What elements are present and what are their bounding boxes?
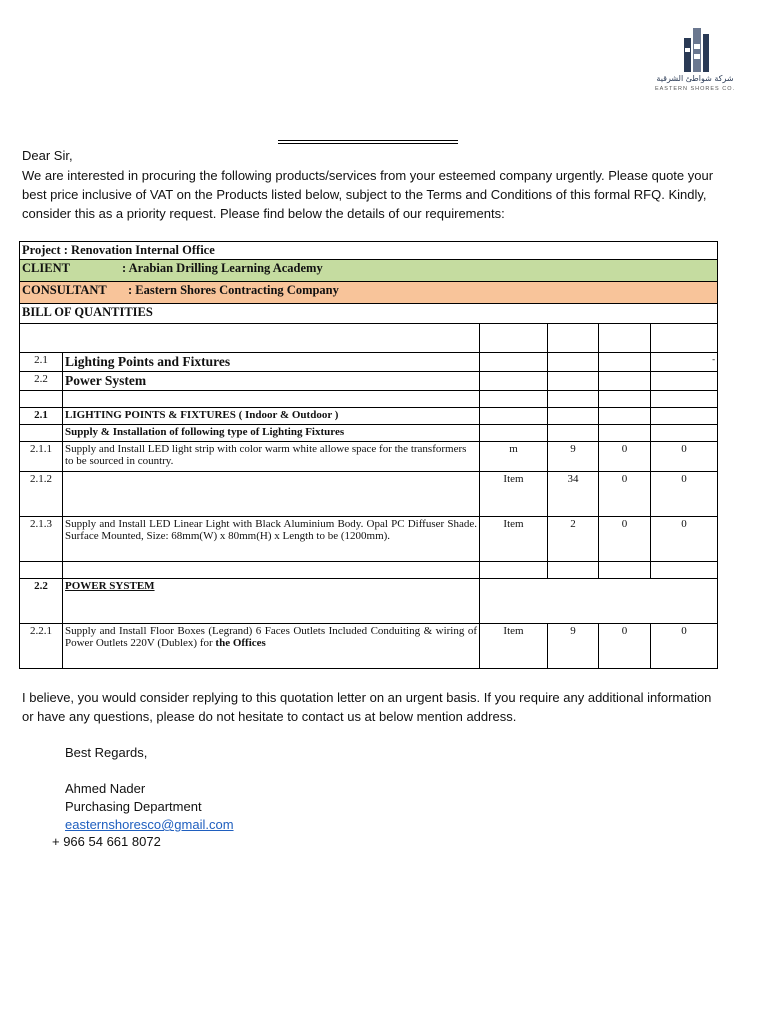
project-title: Project : Renovation Internal Office bbox=[20, 242, 718, 260]
table-row bbox=[20, 324, 718, 353]
item-unit: m bbox=[480, 442, 548, 472]
section-row bbox=[20, 579, 718, 624]
sender-name: Ahmed Nader bbox=[65, 781, 146, 796]
section-subtitle: Supply & Installation of following type of Lighting Fixtures bbox=[63, 425, 480, 442]
boq-title-row bbox=[20, 304, 718, 324]
item-amount: 0 bbox=[651, 624, 718, 669]
table-row bbox=[20, 353, 718, 372]
item-description-text: Supply and Install Floor Boxes (Legrand) 6 Faces Outlets Included Conduiting & wiring of Power Outlets 220V (Dublex) for bbox=[65, 625, 477, 649]
regards: Best Regards, bbox=[65, 745, 148, 760]
closing-paragraph: I believe, you would consider replying to this quotation letter on an urgent basis. If you require any additional information or have any questions, please do not hesitate to contact us at below mention address. bbox=[22, 690, 712, 724]
subsection-row bbox=[20, 425, 718, 442]
table-row bbox=[20, 442, 718, 472]
item-rate: 0 bbox=[599, 442, 651, 472]
divider-line bbox=[278, 143, 458, 144]
section-title: LIGHTING POINTS & FIXTURES ( Indoor & Outdoor ) bbox=[63, 408, 480, 425]
item-amount: 0 bbox=[651, 517, 718, 562]
item-unit: Item bbox=[480, 472, 548, 517]
item-no: 2.1.1 bbox=[20, 442, 63, 472]
client-cell bbox=[20, 260, 718, 282]
boq-table bbox=[19, 241, 718, 669]
project-row bbox=[20, 242, 718, 260]
table-row bbox=[20, 517, 718, 562]
item-rate: 0 bbox=[599, 517, 651, 562]
consultant-value: : Eastern Shores Contracting Company bbox=[128, 283, 339, 297]
table-row bbox=[20, 472, 718, 517]
item-description: Supply and Install LED light strip with color warm white allowe space for the transformers to be sourced in country. bbox=[63, 442, 480, 472]
boq-title: BILL OF QUANTITIES bbox=[20, 304, 718, 324]
item-amount: 0 bbox=[651, 442, 718, 472]
item-rate: 0 bbox=[599, 472, 651, 517]
summary-no: 2.2 bbox=[20, 372, 63, 391]
table-row bbox=[20, 562, 718, 579]
item-description bbox=[63, 472, 480, 517]
client-value: : Arabian Drilling Learning Academy bbox=[122, 261, 323, 275]
phone-number: + 966 54 661 8072 bbox=[52, 834, 161, 849]
item-no: 2.2.1 bbox=[20, 624, 63, 669]
client-row bbox=[20, 260, 718, 282]
section-title: POWER SYSTEM bbox=[63, 579, 480, 624]
item-description: Supply and Install LED Linear Light with Black Aluminium Body. Opal PC Diffuser Shade. Surface Mounted, Size: 68mm(W) x 80mm(H) x Length to be (1200mm). bbox=[63, 517, 480, 562]
table-row bbox=[20, 372, 718, 391]
divider-line bbox=[278, 140, 458, 141]
logo-english-text: EASTERN SHORES CO. bbox=[654, 86, 736, 92]
consultant-row bbox=[20, 282, 718, 304]
item-no: 2.1.3 bbox=[20, 517, 63, 562]
consultant-label: CONSULTANT bbox=[22, 283, 107, 297]
building-logo-icon bbox=[650, 22, 740, 74]
item-qty: 9 bbox=[548, 442, 599, 472]
email-link[interactable]: easternshoresco@gmail.com bbox=[65, 817, 234, 832]
company-logo bbox=[650, 22, 740, 102]
client-label: CLIENT bbox=[22, 261, 70, 275]
item-description bbox=[63, 624, 480, 669]
logo-arabic-text: شركة شواطئ الشرقية bbox=[656, 74, 734, 83]
item-unit: Item bbox=[480, 517, 548, 562]
item-unit: Item bbox=[480, 624, 548, 669]
section-no: 2.1 bbox=[20, 408, 63, 425]
summary-no: 2.1 bbox=[20, 353, 63, 372]
item-amount: 0 bbox=[651, 472, 718, 517]
item-qty: 2 bbox=[548, 517, 599, 562]
table-row bbox=[20, 624, 718, 669]
summary-title: Power System bbox=[63, 372, 480, 391]
summary-title: Lighting Points and Fixtures bbox=[63, 353, 480, 372]
intro-paragraph: We are interested in procuring the following products/services from your esteemed company urgently. Please quote your best price inclusive of VAT on the Products listed below, subject to the Terms and Conditions of this formal RFQ. Kindly, consider this as a priority request. Please find below the details of our requirements: bbox=[22, 168, 714, 221]
salutation: Dear Sir, bbox=[22, 148, 73, 163]
item-rate: 0 bbox=[599, 624, 651, 669]
item-no: 2.1.2 bbox=[20, 472, 63, 517]
item-qty: 34 bbox=[548, 472, 599, 517]
section-no: 2.2 bbox=[20, 579, 63, 624]
item-qty: 9 bbox=[548, 624, 599, 669]
section-row bbox=[20, 408, 718, 425]
sender-department: Purchasing Department bbox=[65, 799, 202, 814]
item-description-bold: the Offices bbox=[215, 637, 266, 649]
table-row bbox=[20, 391, 718, 408]
consultant-cell bbox=[20, 282, 718, 304]
summary-extra: - bbox=[651, 353, 718, 372]
